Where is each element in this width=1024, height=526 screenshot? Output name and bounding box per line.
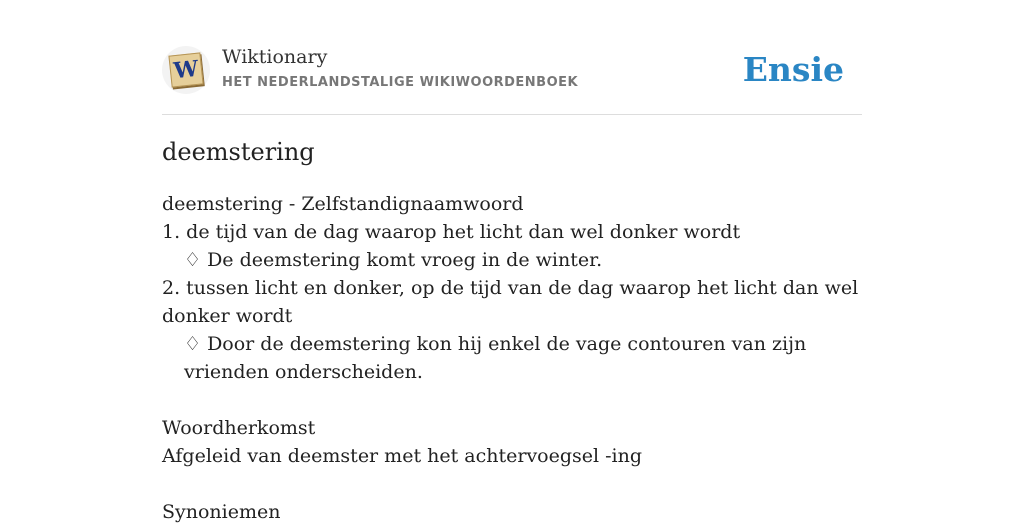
- synonyms-heading: Synoniemen: [162, 501, 281, 523]
- etymology-heading: Woordherkomst: [162, 417, 316, 439]
- site-tagline: HET NEDERLANDSTALIGE WIKIWOORDENBOEK: [222, 75, 579, 90]
- spacer: [162, 470, 862, 498]
- wiktionary-logo-icon[interactable]: [162, 46, 210, 94]
- spacer: [162, 386, 862, 414]
- part-of-speech-line: deemstering - Zelfstandignaamwoord: [162, 193, 524, 215]
- definition-1: 1. de tijd van de dag waarop het licht dan wel donker wordt: [162, 221, 741, 243]
- page-title: deemstering: [162, 138, 315, 166]
- logo-tile: W: [168, 52, 203, 87]
- brand-logo[interactable]: Ensie: [742, 50, 844, 89]
- definition-2: 2. tussen licht en donker, op de tijd van de dag waarop het licht dan wel donker wordt: [162, 277, 859, 327]
- example-2: ♢ Door de deemstering kon hij enkel de vage contouren van zijn vrienden onderscheiden.: [184, 333, 807, 383]
- etymology-text: Afgeleid van deemster met het achtervoegsel -ing: [162, 445, 643, 467]
- page-container: [162, 0, 862, 523]
- example-1: ♢ De deemstering komt vroeg in de winter.: [184, 249, 603, 271]
- site-header: [162, 0, 862, 115]
- site-name[interactable]: Wiktionary: [222, 46, 328, 68]
- entry-content: [162, 190, 862, 526]
